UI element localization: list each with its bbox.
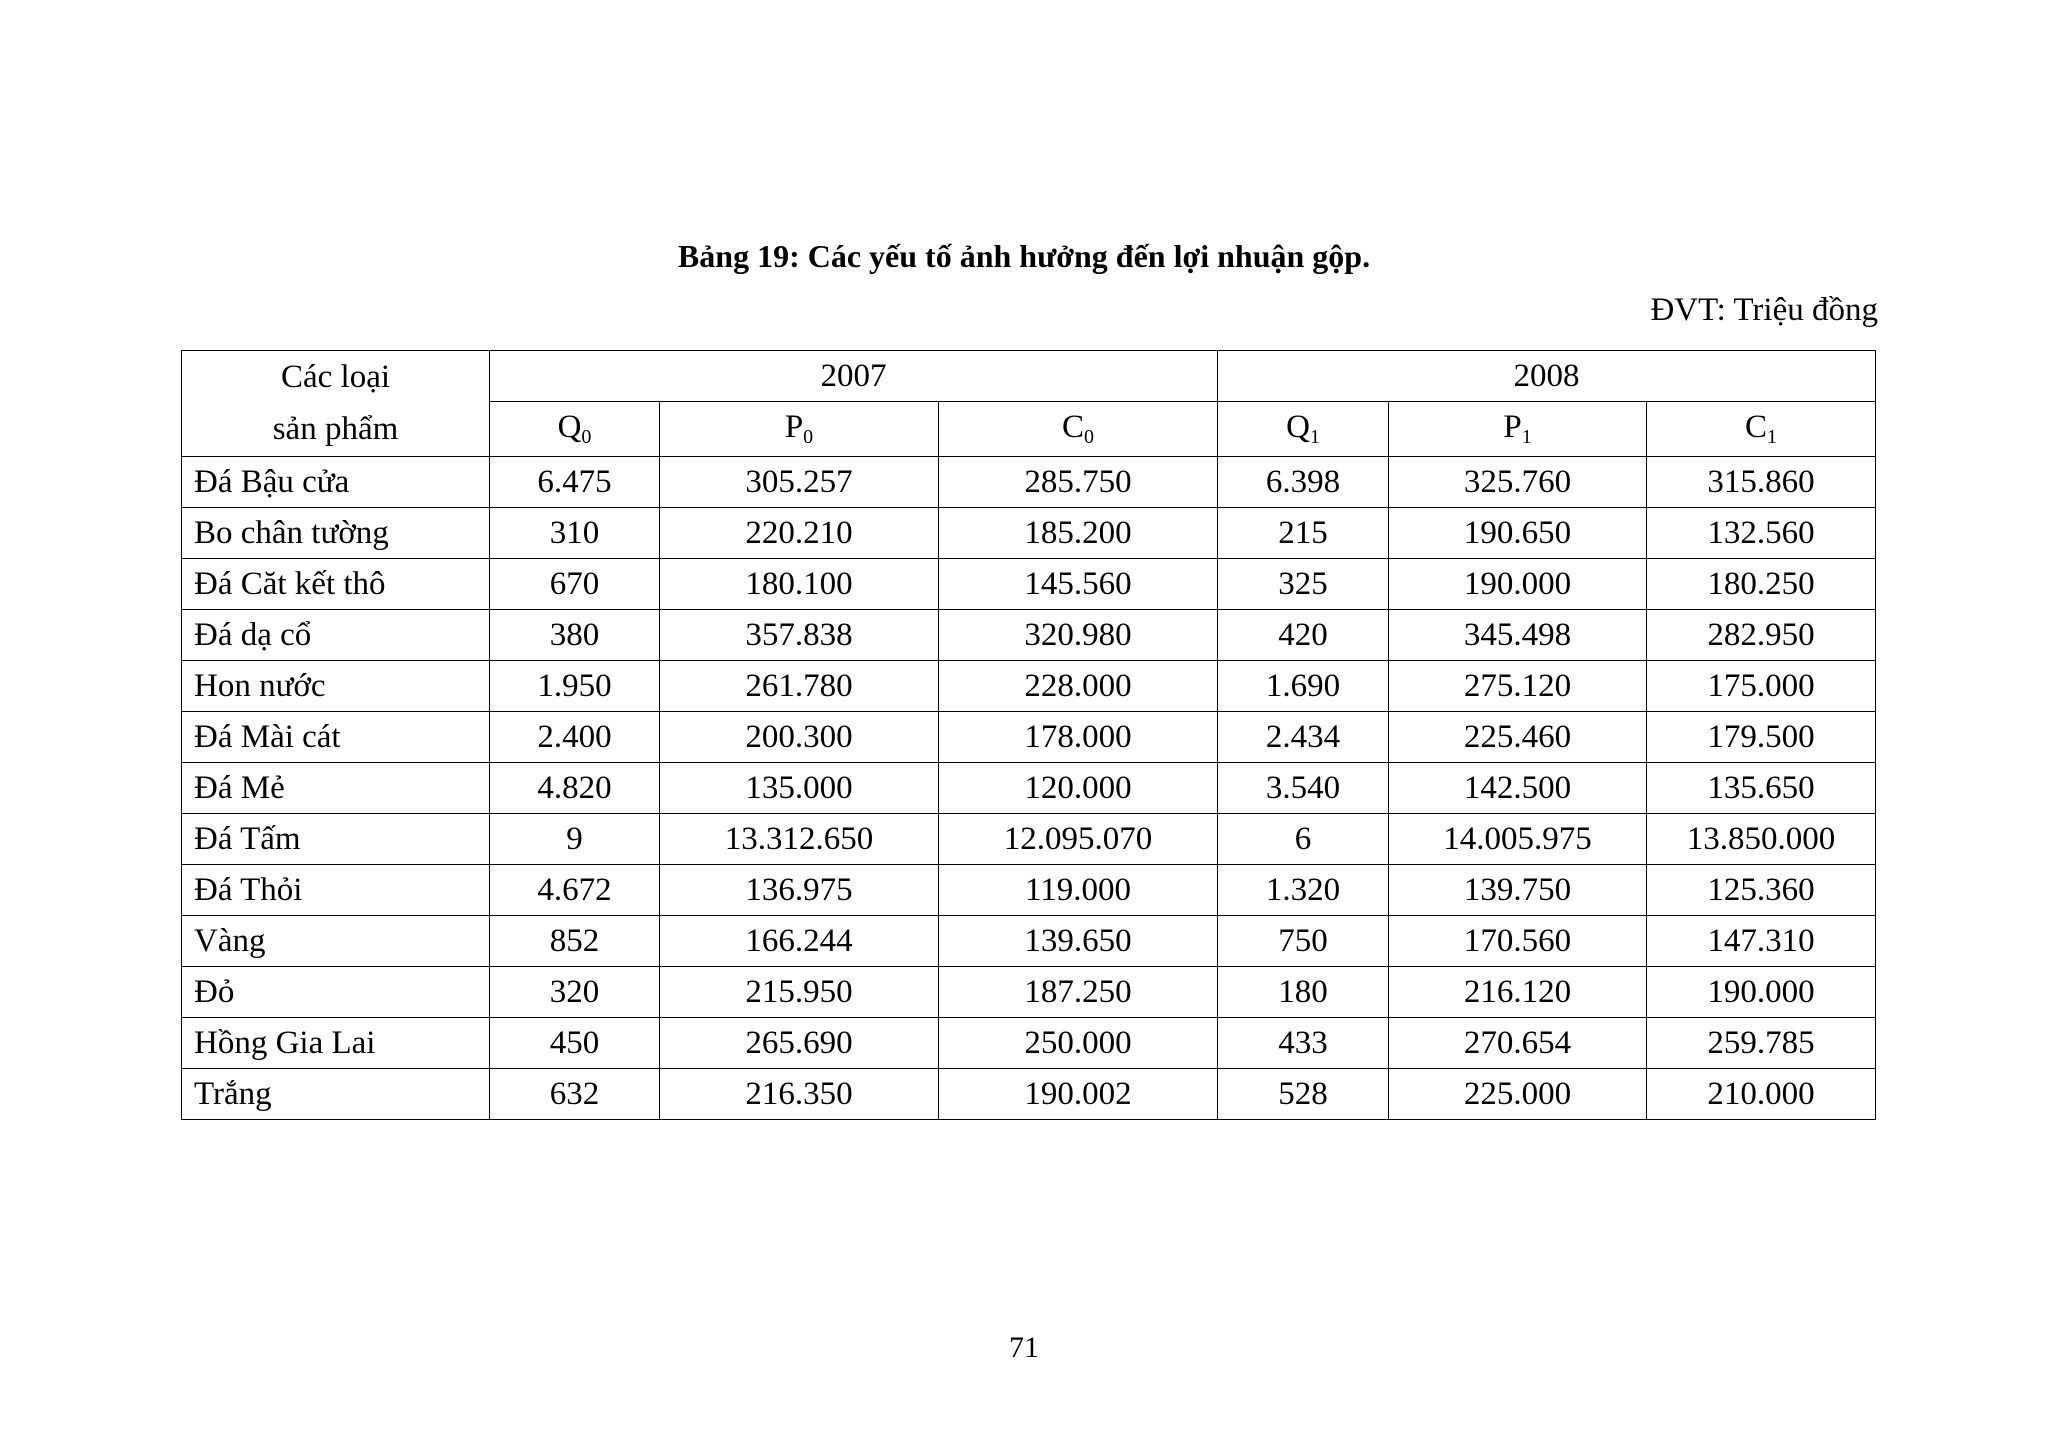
value-cell: 187.250 <box>939 967 1218 1018</box>
column-header-subscript: 0 <box>803 426 814 448</box>
column-header-symbol: P <box>1503 409 1522 445</box>
product-type-header <box>182 351 490 457</box>
value-cell: 179.500 <box>1647 712 1876 763</box>
product-name-cell: Trắng <box>182 1069 490 1120</box>
value-cell: 225.000 <box>1389 1069 1647 1120</box>
column-header-p0 <box>660 402 939 457</box>
value-cell: 135.000 <box>660 763 939 814</box>
value-cell: 4.672 <box>490 865 660 916</box>
value-cell: 1.320 <box>1218 865 1389 916</box>
product-name-cell: Vàng <box>182 916 490 967</box>
column-header-subscript: 1 <box>1767 426 1778 448</box>
value-cell: 285.750 <box>939 457 1218 508</box>
column-header-subscript: 0 <box>581 426 592 448</box>
value-cell: 166.244 <box>660 916 939 967</box>
value-cell: 215.950 <box>660 967 939 1018</box>
column-header-c1 <box>1647 402 1876 457</box>
table-row <box>182 610 1876 661</box>
value-cell: 2.400 <box>490 712 660 763</box>
column-header-symbol: P <box>784 409 804 445</box>
value-cell: 282.950 <box>1647 610 1876 661</box>
value-cell: 13.850.000 <box>1647 814 1876 865</box>
value-cell: 225.460 <box>1389 712 1647 763</box>
table-row <box>182 865 1876 916</box>
value-cell: 320.980 <box>939 610 1218 661</box>
value-cell: 125.360 <box>1647 865 1876 916</box>
value-cell: 259.785 <box>1647 1018 1876 1069</box>
value-cell: 305.257 <box>660 457 939 508</box>
column-header-subscript: 0 <box>1084 426 1095 448</box>
value-cell: 190.000 <box>1389 559 1647 610</box>
value-cell: 135.650 <box>1647 763 1876 814</box>
value-cell: 132.560 <box>1647 508 1876 559</box>
value-cell: 450 <box>490 1018 660 1069</box>
page-number: 71 <box>1009 1331 1039 1364</box>
table-row <box>182 763 1876 814</box>
value-cell: 275.120 <box>1389 661 1647 712</box>
value-cell: 357.838 <box>660 610 939 661</box>
product-name-cell: Hồng Gia Lai <box>182 1018 490 1069</box>
value-cell: 190.650 <box>1389 508 1647 559</box>
value-cell: 6 <box>1218 814 1389 865</box>
column-header-symbol: Q <box>557 409 582 445</box>
product-name-cell: Đá Mẻ <box>182 763 490 814</box>
value-cell: 6.398 <box>1218 457 1389 508</box>
value-cell: 220.210 <box>660 508 939 559</box>
value-cell: 139.650 <box>939 916 1218 967</box>
table-row <box>182 814 1876 865</box>
value-cell: 250.000 <box>939 1018 1218 1069</box>
value-cell: 180.100 <box>660 559 939 610</box>
table-row <box>182 457 1876 508</box>
value-cell: 750 <box>1218 916 1389 967</box>
product-name-cell: Đá Tấm <box>182 814 490 865</box>
value-cell: 852 <box>490 916 660 967</box>
value-cell: 270.654 <box>1389 1018 1647 1069</box>
value-cell: 632 <box>490 1069 660 1120</box>
value-cell: 120.000 <box>939 763 1218 814</box>
value-cell: 345.498 <box>1389 610 1647 661</box>
value-cell: 170.560 <box>1389 916 1647 967</box>
value-cell: 185.200 <box>939 508 1218 559</box>
table-row <box>182 508 1876 559</box>
table-row <box>182 967 1876 1018</box>
value-cell: 433 <box>1218 1018 1389 1069</box>
column-header-c0 <box>939 402 1218 457</box>
product-name-cell: Đỏ <box>182 967 490 1018</box>
year-2007-header: 2007 <box>490 351 1218 402</box>
value-cell: 528 <box>1218 1069 1389 1120</box>
value-cell: 315.860 <box>1647 457 1876 508</box>
profit-factors-table <box>181 350 1876 1120</box>
table-row <box>182 1018 1876 1069</box>
table-row <box>182 661 1876 712</box>
value-cell: 6.475 <box>490 457 660 508</box>
product-name-cell: Hon nước <box>182 661 490 712</box>
value-cell: 136.975 <box>660 865 939 916</box>
value-cell: 216.120 <box>1389 967 1647 1018</box>
table-row <box>182 1069 1876 1120</box>
value-cell: 147.310 <box>1647 916 1876 967</box>
value-cell: 190.000 <box>1647 967 1876 1018</box>
unit-label: ĐVT: Triệu đồng <box>1650 292 1878 328</box>
value-cell: 380 <box>490 610 660 661</box>
value-cell: 310 <box>490 508 660 559</box>
column-header-q1 <box>1218 402 1389 457</box>
column-header-subscript: 1 <box>1309 426 1320 448</box>
value-cell: 320 <box>490 967 660 1018</box>
table-row <box>182 712 1876 763</box>
value-cell: 3.540 <box>1218 763 1389 814</box>
value-cell: 145.560 <box>939 559 1218 610</box>
product-name-cell: Đá Căt kết thô <box>182 559 490 610</box>
value-cell: 325.760 <box>1389 457 1647 508</box>
value-cell: 325 <box>1218 559 1389 610</box>
value-cell: 9 <box>490 814 660 865</box>
header-row-years <box>182 351 1876 402</box>
column-header-symbol: C <box>1745 409 1768 445</box>
value-cell: 142.500 <box>1389 763 1647 814</box>
value-cell: 215 <box>1218 508 1389 559</box>
product-name-cell: Bo chân tường <box>182 508 490 559</box>
column-header-symbol: C <box>1062 409 1085 445</box>
value-cell: 228.000 <box>939 661 1218 712</box>
value-cell: 178.000 <box>939 712 1218 763</box>
value-cell: 139.750 <box>1389 865 1647 916</box>
value-cell: 2.434 <box>1218 712 1389 763</box>
value-cell: 1.950 <box>490 661 660 712</box>
product-type-header-line1: Các loại <box>280 359 391 395</box>
value-cell: 180 <box>1218 967 1389 1018</box>
column-header-q0 <box>490 402 660 457</box>
product-name-cell: Đá Mài cát <box>182 712 490 763</box>
value-cell: 190.002 <box>939 1069 1218 1120</box>
column-header-p1 <box>1389 402 1647 457</box>
value-cell: 13.312.650 <box>660 814 939 865</box>
value-cell: 14.005.975 <box>1389 814 1647 865</box>
table-row <box>182 916 1876 967</box>
value-cell: 12.095.070 <box>939 814 1218 865</box>
product-type-header-line2: sản phẩm <box>272 411 399 447</box>
table-body <box>182 457 1876 1120</box>
column-header-subscript: 1 <box>1521 426 1532 448</box>
product-name-cell: Đá Bậu cửa <box>182 457 490 508</box>
value-cell: 119.000 <box>939 865 1218 916</box>
column-header-symbol: Q <box>1286 409 1310 445</box>
year-2008-header: 2008 <box>1218 351 1876 402</box>
value-cell: 420 <box>1218 610 1389 661</box>
product-name-cell: Đá dạ cổ <box>182 610 490 661</box>
value-cell: 4.820 <box>490 763 660 814</box>
product-name-cell: Đá Thỏi <box>182 865 490 916</box>
value-cell: 200.300 <box>660 712 939 763</box>
value-cell: 670 <box>490 559 660 610</box>
value-cell: 180.250 <box>1647 559 1876 610</box>
value-cell: 216.350 <box>660 1069 939 1120</box>
table-row <box>182 559 1876 610</box>
table-title: Bảng 19: Các yếu tố ảnh hưởng đến lợi nhuận gộp. <box>677 238 1371 274</box>
value-cell: 175.000 <box>1647 661 1876 712</box>
value-cell: 261.780 <box>660 661 939 712</box>
value-cell: 1.690 <box>1218 661 1389 712</box>
value-cell: 210.000 <box>1647 1069 1876 1120</box>
value-cell: 265.690 <box>660 1018 939 1069</box>
